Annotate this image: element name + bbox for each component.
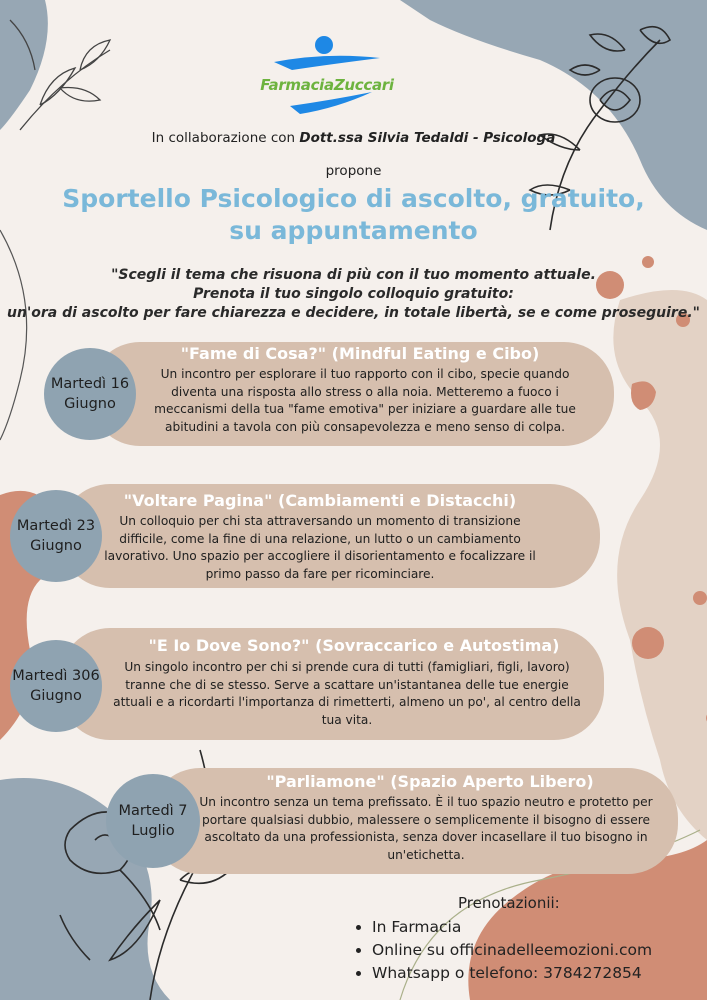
date-line-1: Martedì 7 bbox=[118, 803, 188, 819]
booking-item-online: • Online su officinadelleemozioni.com bbox=[372, 939, 652, 962]
date-line-1: Martedì 16 bbox=[50, 376, 130, 392]
quote-line-2: Prenota il tuo singolo colloquio gratuito: bbox=[193, 286, 514, 302]
title-line-2: su appuntamento bbox=[229, 216, 478, 245]
collab-prefix: In collaborazione con bbox=[151, 130, 300, 146]
event-title-1: "Fame di Cosa?" (Mindful Eating e Cibo) bbox=[180, 344, 540, 363]
date-line-2: Giugno bbox=[30, 538, 82, 554]
event-description-2: Un colloquio per chi sta attraversando un momento di transizione difficile, come la fine di una relazione, un lutto o un cambiamento lavorativo. Uno spazio per accogliere il disorientamento e focalizzare il primo passo da fare per ricominciare. bbox=[104, 514, 536, 581]
collab-name: Dott.ssa Silvia Tedaldi - Psicologa bbox=[299, 130, 556, 146]
event-title-4: "Parliamone" (Spazio Aperto Libero) bbox=[266, 772, 594, 791]
intro-quote bbox=[0, 266, 707, 323]
event-date-3 bbox=[10, 640, 102, 732]
booking-item-pharmacy: • In Farmacia bbox=[372, 916, 652, 939]
date-line-2: Giugno bbox=[64, 396, 116, 412]
event-title-3: "E Io Dove Sono?" (Sovraccarico e Autostima) bbox=[148, 636, 560, 655]
dot-5 bbox=[632, 627, 664, 659]
date-line-1: Martedì 23 bbox=[16, 518, 96, 534]
booking-list bbox=[352, 916, 652, 985]
booking-item-phone: • Whatsapp o telefono: 3784272854 bbox=[372, 962, 652, 985]
date-line-1: Martedì 306 bbox=[12, 668, 100, 684]
dot-6 bbox=[693, 591, 707, 605]
date-line-2: Giugno bbox=[30, 688, 82, 704]
quote-line-3: un'ora di ascolto per fare chiarezza e decidere, in totale libertà, se e come proseguire." bbox=[7, 305, 700, 321]
event-title-2: "Voltare Pagina" (Cambiamenti e Distacchi) bbox=[123, 491, 517, 510]
blob-top-left bbox=[0, 0, 48, 130]
blob-right-beige bbox=[613, 290, 707, 840]
propone-label: propone bbox=[325, 163, 382, 179]
date-line-2: Luglio bbox=[131, 823, 175, 839]
quote-line-1: "Scegli il tema che risuona di più con il tuo momento attuale. bbox=[111, 267, 596, 283]
event-date-2 bbox=[10, 490, 102, 582]
event-description-3: Un singolo incontro per chi si prende cura di tutti (famigliari, figli, lavoro) tranne che di se stesso. Serve a scattare un'istantanea delle tue energie attuali e a ricordarti l'importanza di rimetterti, almeno un po', al centro della tua vita. bbox=[113, 660, 581, 727]
collaboration-line bbox=[0, 130, 707, 146]
curve-left bbox=[0, 230, 27, 440]
booking-title: Prenotazionii: bbox=[458, 894, 560, 912]
title-line-1: Sportello Psicologico di ascolto, gratuito, bbox=[62, 184, 645, 213]
event-description-4: Un incontro senza un tema prefissato. È il tuo spazio neutro e protetto per portare qualsiasi dubbio, malessere o semplicemente il bisogno di essere ascoltato da una professionista, senza dover incasellare il tuo bisogno in un'etichetta. bbox=[199, 795, 653, 862]
page-title bbox=[0, 183, 707, 247]
event-date-4 bbox=[106, 774, 200, 868]
logo bbox=[252, 34, 402, 124]
logo-text: FarmaciaZuccari bbox=[260, 76, 394, 94]
event-date-1 bbox=[44, 348, 136, 440]
event-description-1: Un incontro per esplorare il tuo rapporto con il cibo, specie quando diventa una risposta allo stress o alla noia. Metteremo a fuoco i meccanismi della tua "fame emotiva" per iniziare a guardare alle tue abitudini a tavola con più consapevolezza e meno senso di colpa. bbox=[154, 367, 576, 434]
